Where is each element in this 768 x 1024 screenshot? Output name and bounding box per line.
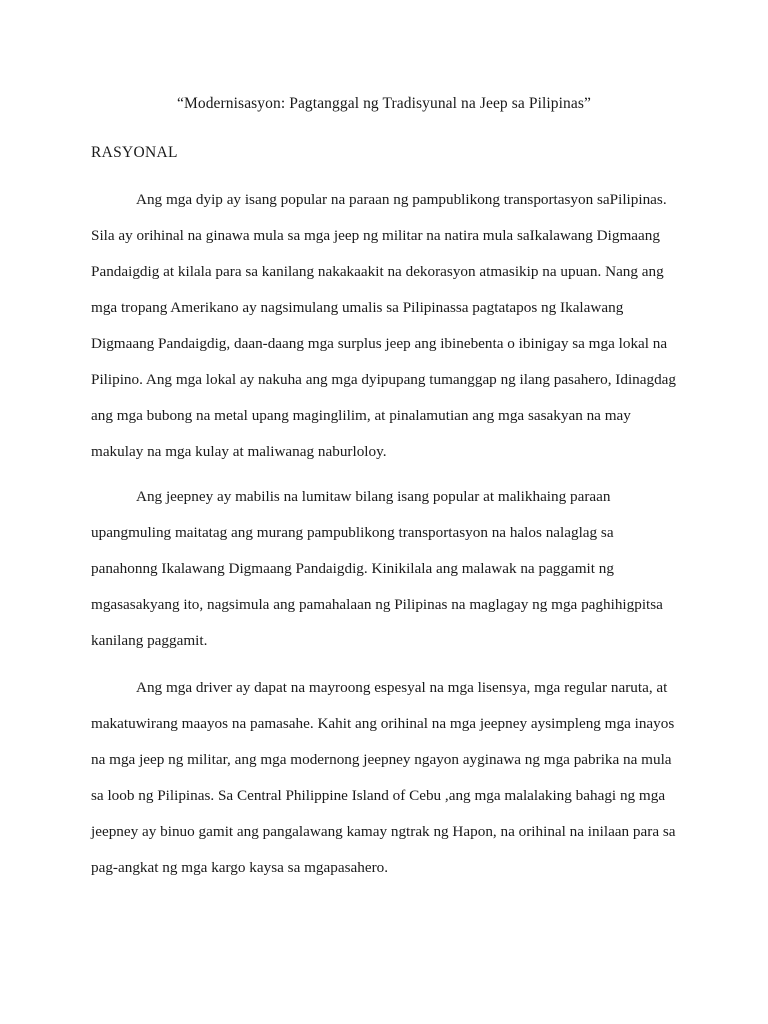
paragraph	[91, 479, 695, 659]
paragraph-line: Digmaang Pandaigdig, daan-daang mga surplus jeep ang ibinebenta o ibinigay sa mga lokal na	[91, 335, 668, 352]
paragraph	[91, 182, 695, 470]
paragraph-line: Ang mga driver ay dapat na mayroong espesyal na mga lisensya, mga regular naruta, at	[136, 679, 668, 696]
paragraph-line: makulay na mga kulay at maliwanag naburloloy.	[91, 443, 387, 460]
paragraph-line: upangmuling maitatag ang murang pampublikong transportasyon na halos nalaglag sa	[91, 524, 614, 541]
paragraph-line: mgasasakyang ito, nagsimula ang pamahalaan ng Pilipinas na maglagay ng mga paghihigpitsa	[91, 596, 663, 613]
paragraph-line: Sila ay orihinal na ginawa mula sa mga jeep ng militar na natira mula saIkalawang Digmaang	[91, 227, 660, 244]
document-title: “Modernisasyon: Pagtanggal ng Tradisyunal na Jeep sa Pilipinas”	[177, 95, 591, 112]
paragraph-line: kanilang paggamit.	[91, 632, 208, 649]
paragraph-line: Ang jeepney ay mabilis na lumitaw bilang isang popular at malikhaing paraan	[136, 488, 611, 505]
paragraph-line: Pandaigdig at kilala para sa kanilang nakakaakit na dekorasyon atmasikip na upuan. Nang ang	[91, 263, 664, 280]
paragraph-line: pag-angkat ng mga kargo kaysa sa mgapasahero.	[91, 859, 389, 876]
paragraph-line: panahonng Ikalawang Digmaang Pandaigdig. Kinikilala ang malawak na paggamit ng	[91, 560, 614, 577]
paragraph	[91, 670, 695, 886]
paragraph-line: Ang mga dyip ay isang popular na paraan ng pampublikong transportasyon saPilipinas.	[136, 191, 667, 208]
paragraph-line: Pilipino. Ang mga lokal ay nakuha ang mga dyipupang tumanggap ng ilang pasahero, Idinagdag	[91, 371, 677, 388]
paragraph-line: mga tropang Amerikano ay nagsimulang umalis sa Pilipinassa pagtatapos ng Ikalawang	[91, 299, 624, 316]
paragraph-line: makatuwirang maayos na pamasahe. Kahit ang orihinal na mga jeepney aysimpleng mga inayos	[91, 715, 675, 732]
paragraph-line: sa loob ng Pilipinas. Sa Central Philippine Island of Cebu ,ang mga malalaking bahagi ng mga	[91, 787, 666, 804]
section-heading: RASYONAL	[91, 144, 178, 161]
paragraph-line: ang mga bubong na metal upang maginglilim, at pinalamutian ang mga sasakyan na may	[91, 407, 631, 424]
paragraph-line: jeepney ay binuo gamit ang pangalawang kamay ngtrak ng Hapon, na orihinal na inilaan para sa	[91, 823, 676, 840]
paragraph-line: na mga jeep ng militar, ang mga modernong jeepney ngayon ayginawa ng mga pabrika na mula	[91, 751, 672, 768]
